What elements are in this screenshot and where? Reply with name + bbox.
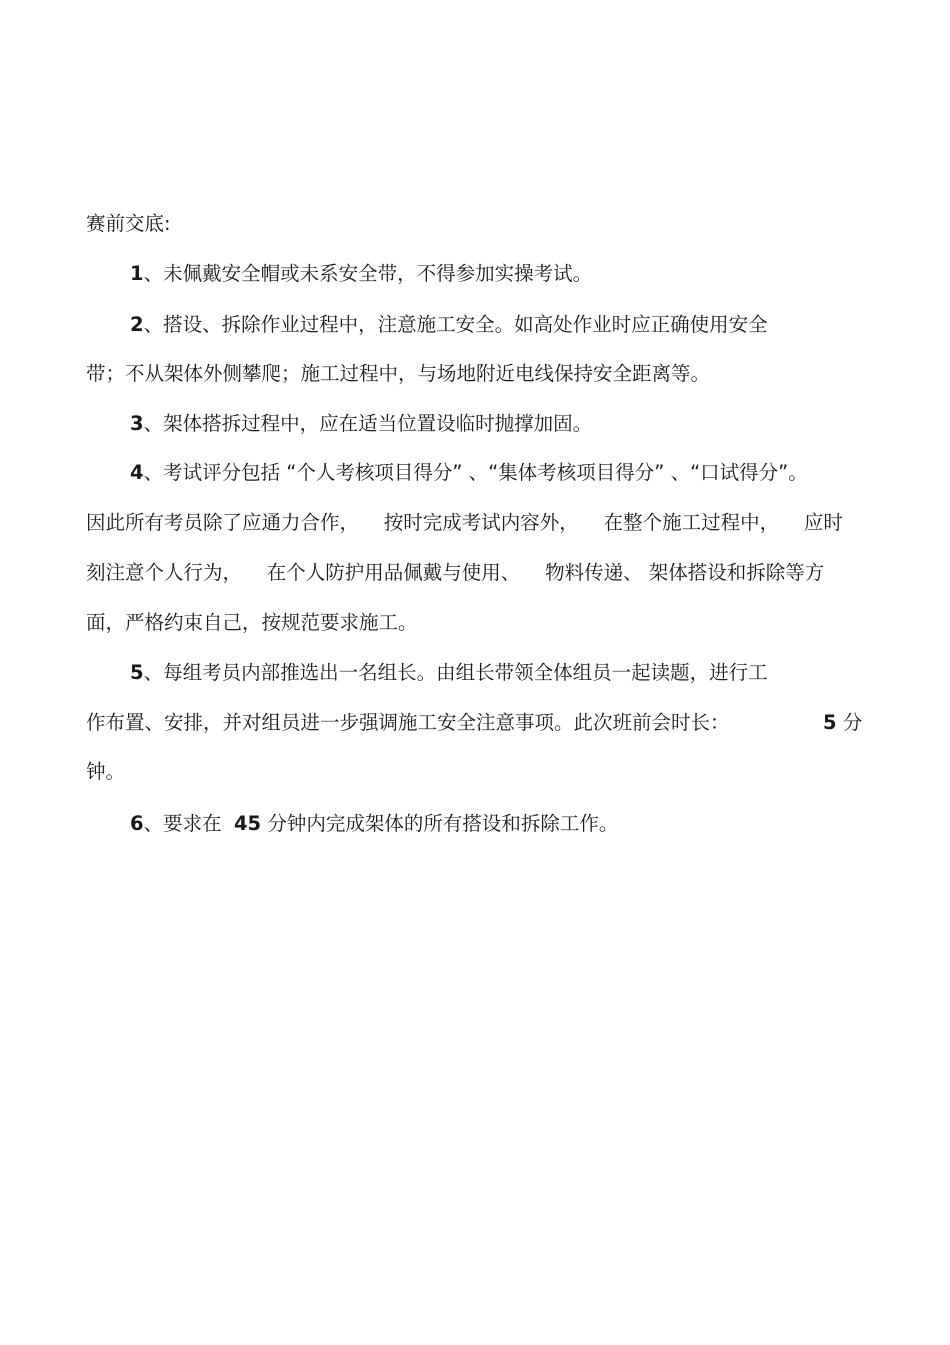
rule-4-continuation-3: 面，严格约束自己，按规范要求施工。 (86, 611, 418, 634)
rule-5-continuation-2: 钟。 (86, 760, 126, 783)
rule-6-text-b: 分钟内完成架体的所有搭设和拆除工作。 (261, 812, 619, 835)
rule-2-number: 2 (130, 313, 144, 336)
rule-4-number: 4 (130, 461, 144, 484)
rule-5 (130, 658, 768, 688)
rule-2 (130, 310, 768, 340)
rule-4-text: 、考试评分包括 “个人考核项目得分” 、“集体考核项目得分” 、“口试得分”。 (143, 461, 808, 484)
rule-5-text: 、每组考员内部推选出一名组长。由组长带领全体组员一起读题，进行工 (143, 661, 768, 684)
rule-1-text: 、未佩戴安全帽或未系安全带，不得参加实操考试。 (143, 262, 593, 285)
rule-6-number: 6 (130, 812, 144, 835)
rule-6-minutes: 45 (233, 812, 262, 835)
rule-5-number: 5 (130, 661, 144, 684)
rule-2-text: 、搭设、拆除作业过程中，注意施工安全。如高处作业时应正确使用安全 (143, 313, 768, 336)
briefing-heading: 赛前交底: (86, 212, 171, 235)
rule-1 (130, 259, 592, 289)
rule-2-continuation: 带；不从架体外侧攀爬；施工过程中，与场地附近电线保持安全距离等。 (86, 362, 711, 385)
rule-3 (130, 409, 592, 439)
rule-4 (130, 458, 808, 488)
rule-5-continuation-1: 作布置、安排，并对组员进一步强调施工安全注意事项。此次班前会时长： (86, 711, 730, 734)
rule-6 (130, 809, 618, 839)
rule-4-continuation-2: 刻注意个人行为， 在个人防护用品佩戴与使用、 物料传递、 架体搭设和拆除等方 (86, 561, 825, 584)
rule-1-number: 1 (130, 262, 144, 285)
rule-3-number: 3 (130, 412, 144, 435)
meeting-duration-unit: 分 (836, 711, 863, 734)
meeting-duration-value: 5 (823, 711, 837, 734)
rule-4-continuation-1: 因此所有考员除了应通力合作， 按时完成考试内容外， 在整个施工过程中， 应时 (86, 511, 843, 534)
meeting-duration (823, 708, 862, 738)
rule-3-text: 、架体搭拆过程中，应在适当位置设临时抛撑加固。 (143, 412, 593, 435)
rule-6-text-a: 、要求在 (143, 812, 234, 835)
